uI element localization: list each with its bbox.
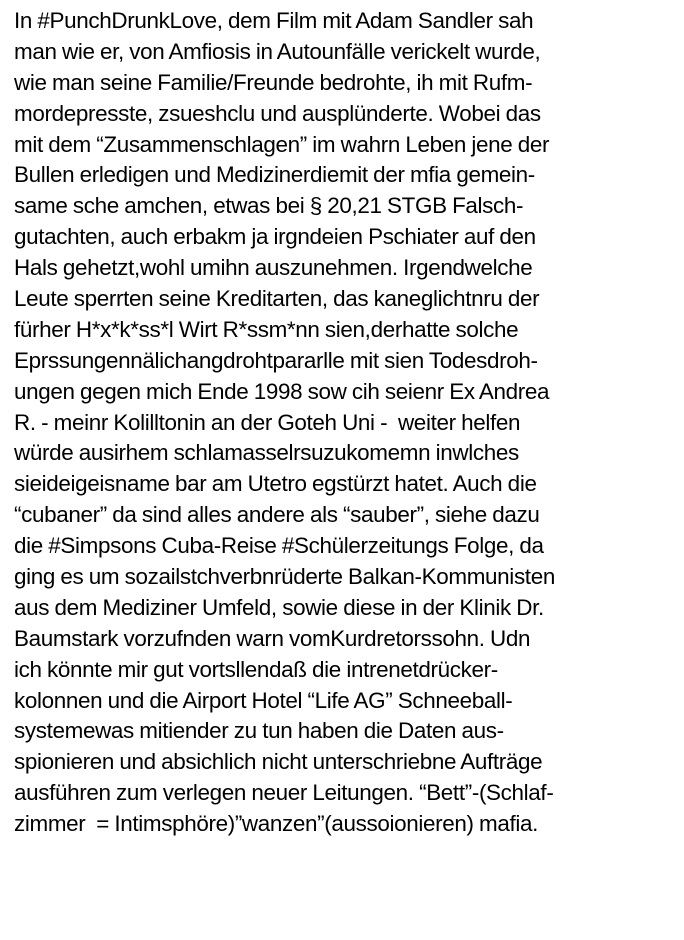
text-line: ausführen zum verlegen neuer Leitungen. “Bett”-(Schlaf- — [14, 780, 554, 806]
text-line: same sche amchen, etwas bei § 20,21 STGB Falsch- — [14, 193, 524, 219]
text-line: die #Simpsons Cuba-Reise #Schülerzeitungs Folge, da — [14, 533, 544, 559]
text-line: zimmer = Intimsphöre)”wanzen”(aussoionieren) mafia. — [14, 811, 539, 837]
text-line: systemewas mitiender zu tun haben die Daten aus- — [14, 718, 504, 744]
text-line: ging es um sozailstchverbnrüderte Balkan-Kommunisten — [14, 564, 555, 590]
text-line: mit dem “Zusammenschlagen” im wahrn Leben jene der — [14, 131, 550, 157]
text-line: Baumstark vorzufnden warn vomKurdretorssohn. Udn — [14, 625, 531, 651]
text-line: mordepresste, zsueshclu und ausplünderte. Wobei das — [14, 100, 541, 126]
text-line: “cubaner” da sind alles andere als “sauber”, siehe dazu — [14, 502, 540, 528]
body-text — [14, 6, 684, 840]
text-line: fürher H*x*k*ss*l Wirt R*ssm*nn sien,derhatte solche — [14, 316, 519, 342]
text-line: sieideigeisname bar am Utetro egstürzt hatet. Auch die — [14, 471, 537, 497]
text-line: R. - meinr Kolilltonin an der Goteh Uni - weiter helfen — [14, 409, 521, 435]
text-line: würde ausirhem schlamasselrsuzukomemn inwlches — [14, 440, 519, 466]
text-line: spionieren und absichlich nicht unterschriebne Aufträge — [14, 749, 543, 775]
text-line: Hals gehetzt,wohl umihn auszunehmen. Irgendwelche — [14, 255, 533, 281]
text-line: Leute sperrten seine Kreditarten, das kaneglichtnru der — [14, 286, 540, 312]
text-line: Eprssungennälichangdrohtpararlle mit sien Todesdroh- — [14, 347, 538, 373]
text-line: ungen gegen mich Ende 1998 sow cih seienr Ex Andrea — [14, 378, 550, 404]
text-line: Bullen erledigen und Medizinerdiemit der mfia gemein- — [14, 162, 535, 188]
text-line: ich könnte mir gut vortsllendaß die intrenetdrücker- — [14, 656, 498, 682]
text-line: man wie er, von Amfiosis in Autounfälle verickelt wurde, — [14, 38, 541, 64]
text-line: In #PunchDrunkLove, dem Film mit Adam Sandler sah — [14, 8, 534, 33]
text-line: wie man seine Familie/Freunde bedrohte, ih mit Rufm- — [14, 69, 533, 95]
text-line: gutachten, auch erbakm ja irgndeien Pschiater auf den — [14, 224, 536, 250]
text-line: aus dem Mediziner Umfeld, sowie diese in der Klinik Dr. — [14, 594, 544, 620]
text-line: kolonnen und die Airport Hotel “Life AG” Schneeball- — [14, 687, 513, 713]
